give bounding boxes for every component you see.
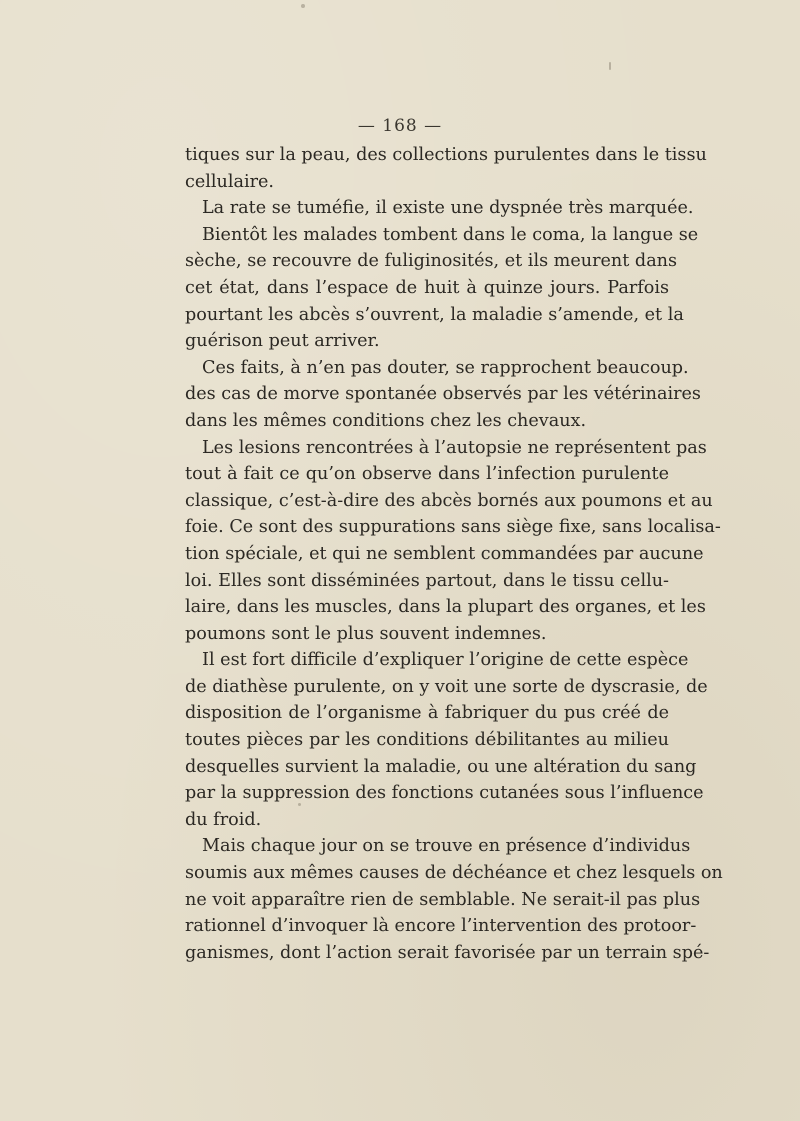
text-line: cellulaire. — [185, 171, 275, 192]
text-line: des cas de morve spontanée observés par les vétérinaires — [185, 384, 701, 405]
text-line: laire, dans les muscles, dans la plupart des organes, et les — [185, 597, 706, 618]
text-line: tiques sur la peau, des collections purulentes dans le tissu — [185, 145, 707, 165]
text-line: guérison peut arriver. — [185, 331, 380, 352]
text-line: tion spéciale, et qui ne semblent commandées par aucune — [185, 543, 704, 564]
text-line: loi. Elles sont disséminées partout, dans le tissu cellu- — [185, 570, 669, 591]
text-line: classique, c’est-à-dire des abcès bornés aux poumons et au — [185, 490, 713, 511]
text-line: cet état, dans l’espace de huit à quinze jours. Parfois — [185, 277, 669, 298]
text-line: dans les mêmes conditions chez les chevaux. — [185, 410, 587, 431]
body-text — [185, 142, 723, 966]
text-line: poumons sont le plus souvent indemnes. — [185, 623, 547, 644]
text-line: tout à fait ce qu’on observe dans l’infection purulente — [185, 464, 669, 485]
text-line: Les lesions rencontrées à l’autopsie ne représentent pas — [202, 437, 707, 458]
paper-speck — [609, 62, 611, 70]
text-line: disposition de l’organisme à fabriquer du pus créé de — [185, 703, 669, 724]
text-line: toutes pièces par les conditions débilitantes au milieu — [185, 730, 669, 751]
text-line: foie. Ce sont des suppurations sans siège fixe, sans localisa- — [185, 517, 721, 538]
text-line: La rate se tuméfie, il existe une dyspnée très marquée. — [202, 198, 694, 219]
text-line: du froid. — [185, 809, 262, 830]
paper-speck — [298, 803, 301, 806]
text-line: de diathèse purulente, on y voit une sorte de dyscrasie, de — [185, 676, 708, 697]
page-number: — 168 — — [357, 116, 443, 136]
text-line: desquelles survient la maladie, ou une altération du sang — [185, 756, 697, 777]
text-line: Il est fort difficile d’expliquer l’origine de cette espèce — [202, 650, 689, 671]
text-line: ganismes, dont l’action serait favorisée par un terrain spé- — [185, 942, 710, 963]
text-line: Ces faits, à n’en pas douter, se rapprochent beaucoup. — [202, 357, 689, 378]
text-line: rationnel d’invoquer là encore l’intervention des protoor- — [185, 916, 697, 937]
text-line: Bientôt les malades tombent dans le coma, la langue se — [202, 224, 699, 245]
text-line: par la suppression des fonctions cutanées sous l’influence — [185, 783, 704, 804]
text-line: sèche, se recouvre de fuliginosités, et ils meurent dans — [185, 251, 678, 272]
text-line: Mais chaque jour on se trouve en présence d’individus — [202, 836, 691, 857]
text-line: pourtant les abcès s’ouvrent, la maladie s’amende, et la — [185, 304, 684, 325]
paper-speck — [301, 4, 305, 8]
text-line: ne voit apparaître rien de semblable. Ne serait-il pas plus — [185, 889, 701, 910]
text-line: soumis aux mêmes causes de déchéance et chez lesquels on — [185, 863, 723, 884]
